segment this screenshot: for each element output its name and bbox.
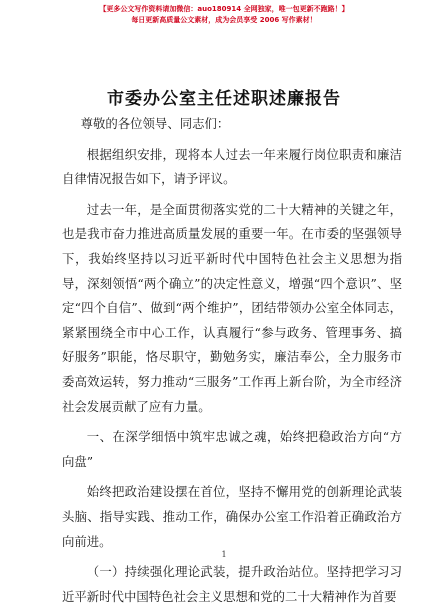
paragraph-2: 过去一年，是全面贯彻落实党的二十大精神的关键之年，也是我市奋力推进高质量发展的重要一年。在市委的坚强领导下，我始终坚持以习近平新时代中国特色社会主义思想为指导，深刻领悟“两个确立”的决定性意义，增强“四个意识”、坚定“四个自信”、做到“两个维护”，团结带领办公室全体同志，紧紧围绕全市中心工作，认真履行“参与政务、管理事务、搞好服务”职能，恪尽职守，勤勉务实，廉洁奉公，全力服务市委高效运转，努力推动“三服务”工作再上新台阶，为全市经济社会发展贡献了应有力量。: [62, 201, 402, 414]
promo-line-1: 【更多公文写作资料请加微信：auo180914 全网独家，唯一包更新不跑路！】: [99, 5, 349, 13]
paragraph-4: （一）持续强化理论武装，提升政治站位。坚持把学习习近平新时代中国特色社会主义思想和党的二十大精神作为首要: [62, 564, 402, 604]
paragraph-3: 始终把政治建设摆在首位，坚持不懈用党的创新理论武装头脑、指导实践、推动工作，确保办公室工作沿着正确政治方向前进。: [62, 484, 402, 549]
paragraph-1: 根据组织安排，现将本人过去一年来履行岗位职责和廉洁自律情况报告如下，请予评议。: [62, 146, 402, 187]
page-number: 1: [221, 550, 227, 559]
document-title: 市委办公室主任述职述廉报告: [107, 89, 341, 109]
promo-banner: [0, 4, 448, 26]
salutation: 尊敬的各位领导、同志们：: [80, 116, 230, 131]
promo-line-2: 每日更新高质量公文素材，成为会员享受 2006 写作素材！: [131, 16, 317, 24]
document-body: [62, 112, 402, 609]
section-heading-1: 一、在深学细悟中筑牢忠诚之魂，始终把稳政治方向“方向盘”: [62, 429, 402, 469]
